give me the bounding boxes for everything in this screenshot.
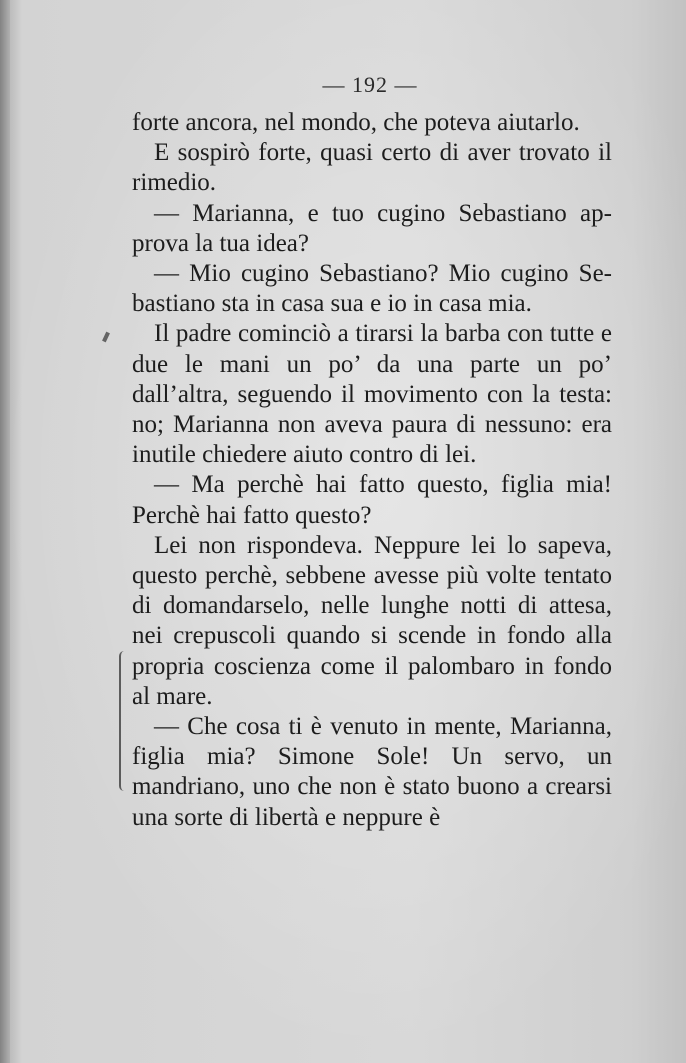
page-number: — 192 —	[322, 72, 418, 97]
page-gutter-shadow	[0, 0, 10, 1063]
paragraph: E sospirò forte, quasi certo di aver trovato il rimedio.	[132, 139, 612, 197]
margin-bracket	[119, 651, 124, 791]
body-text	[132, 108, 612, 833]
paragraph: Lei non rispondeva. Neppure lei lo sapeva, questo perchè, sebbene avesse più volte tentato di domandarselo, nelle lunghe notti di attesa, nei crepuscoli quando si scende in fondo alla propria coscienza come il palombaro in fondo al mare.	[132, 531, 612, 710]
margin-mark	[102, 332, 110, 343]
paragraph: forte ancora, nel mondo, che poteva aiutarlo.	[132, 109, 580, 136]
paragraph: — Che cosa ti è venuto in mente, Marianna, figlia mia? Simone Sole! Un servo, un mandriano, uno che non è stato buono a crearsi una sorte di libertà e neppure è	[132, 713, 612, 831]
paragraph: — Marianna, e tuo cugino Sebastiano approva la tua idea?	[132, 199, 612, 257]
paragraph: — Ma perchè hai fatto questo, figlia mia! Perchè hai fatto questo?	[132, 471, 612, 529]
paragraph: Il padre cominciò a tirarsi la barba con tutte e due le mani un po’ da una parte un po’ dall’altra, seguendo il movimento con la testa: no; Marianna non aveva paura di nessuno: era inutile chiedere aiuto contro di lei.	[132, 320, 612, 469]
paragraph: — Mio cugino Sebastiano? Mio cugino Sebastiano sta in casa sua e io in casa mia.	[132, 260, 612, 318]
